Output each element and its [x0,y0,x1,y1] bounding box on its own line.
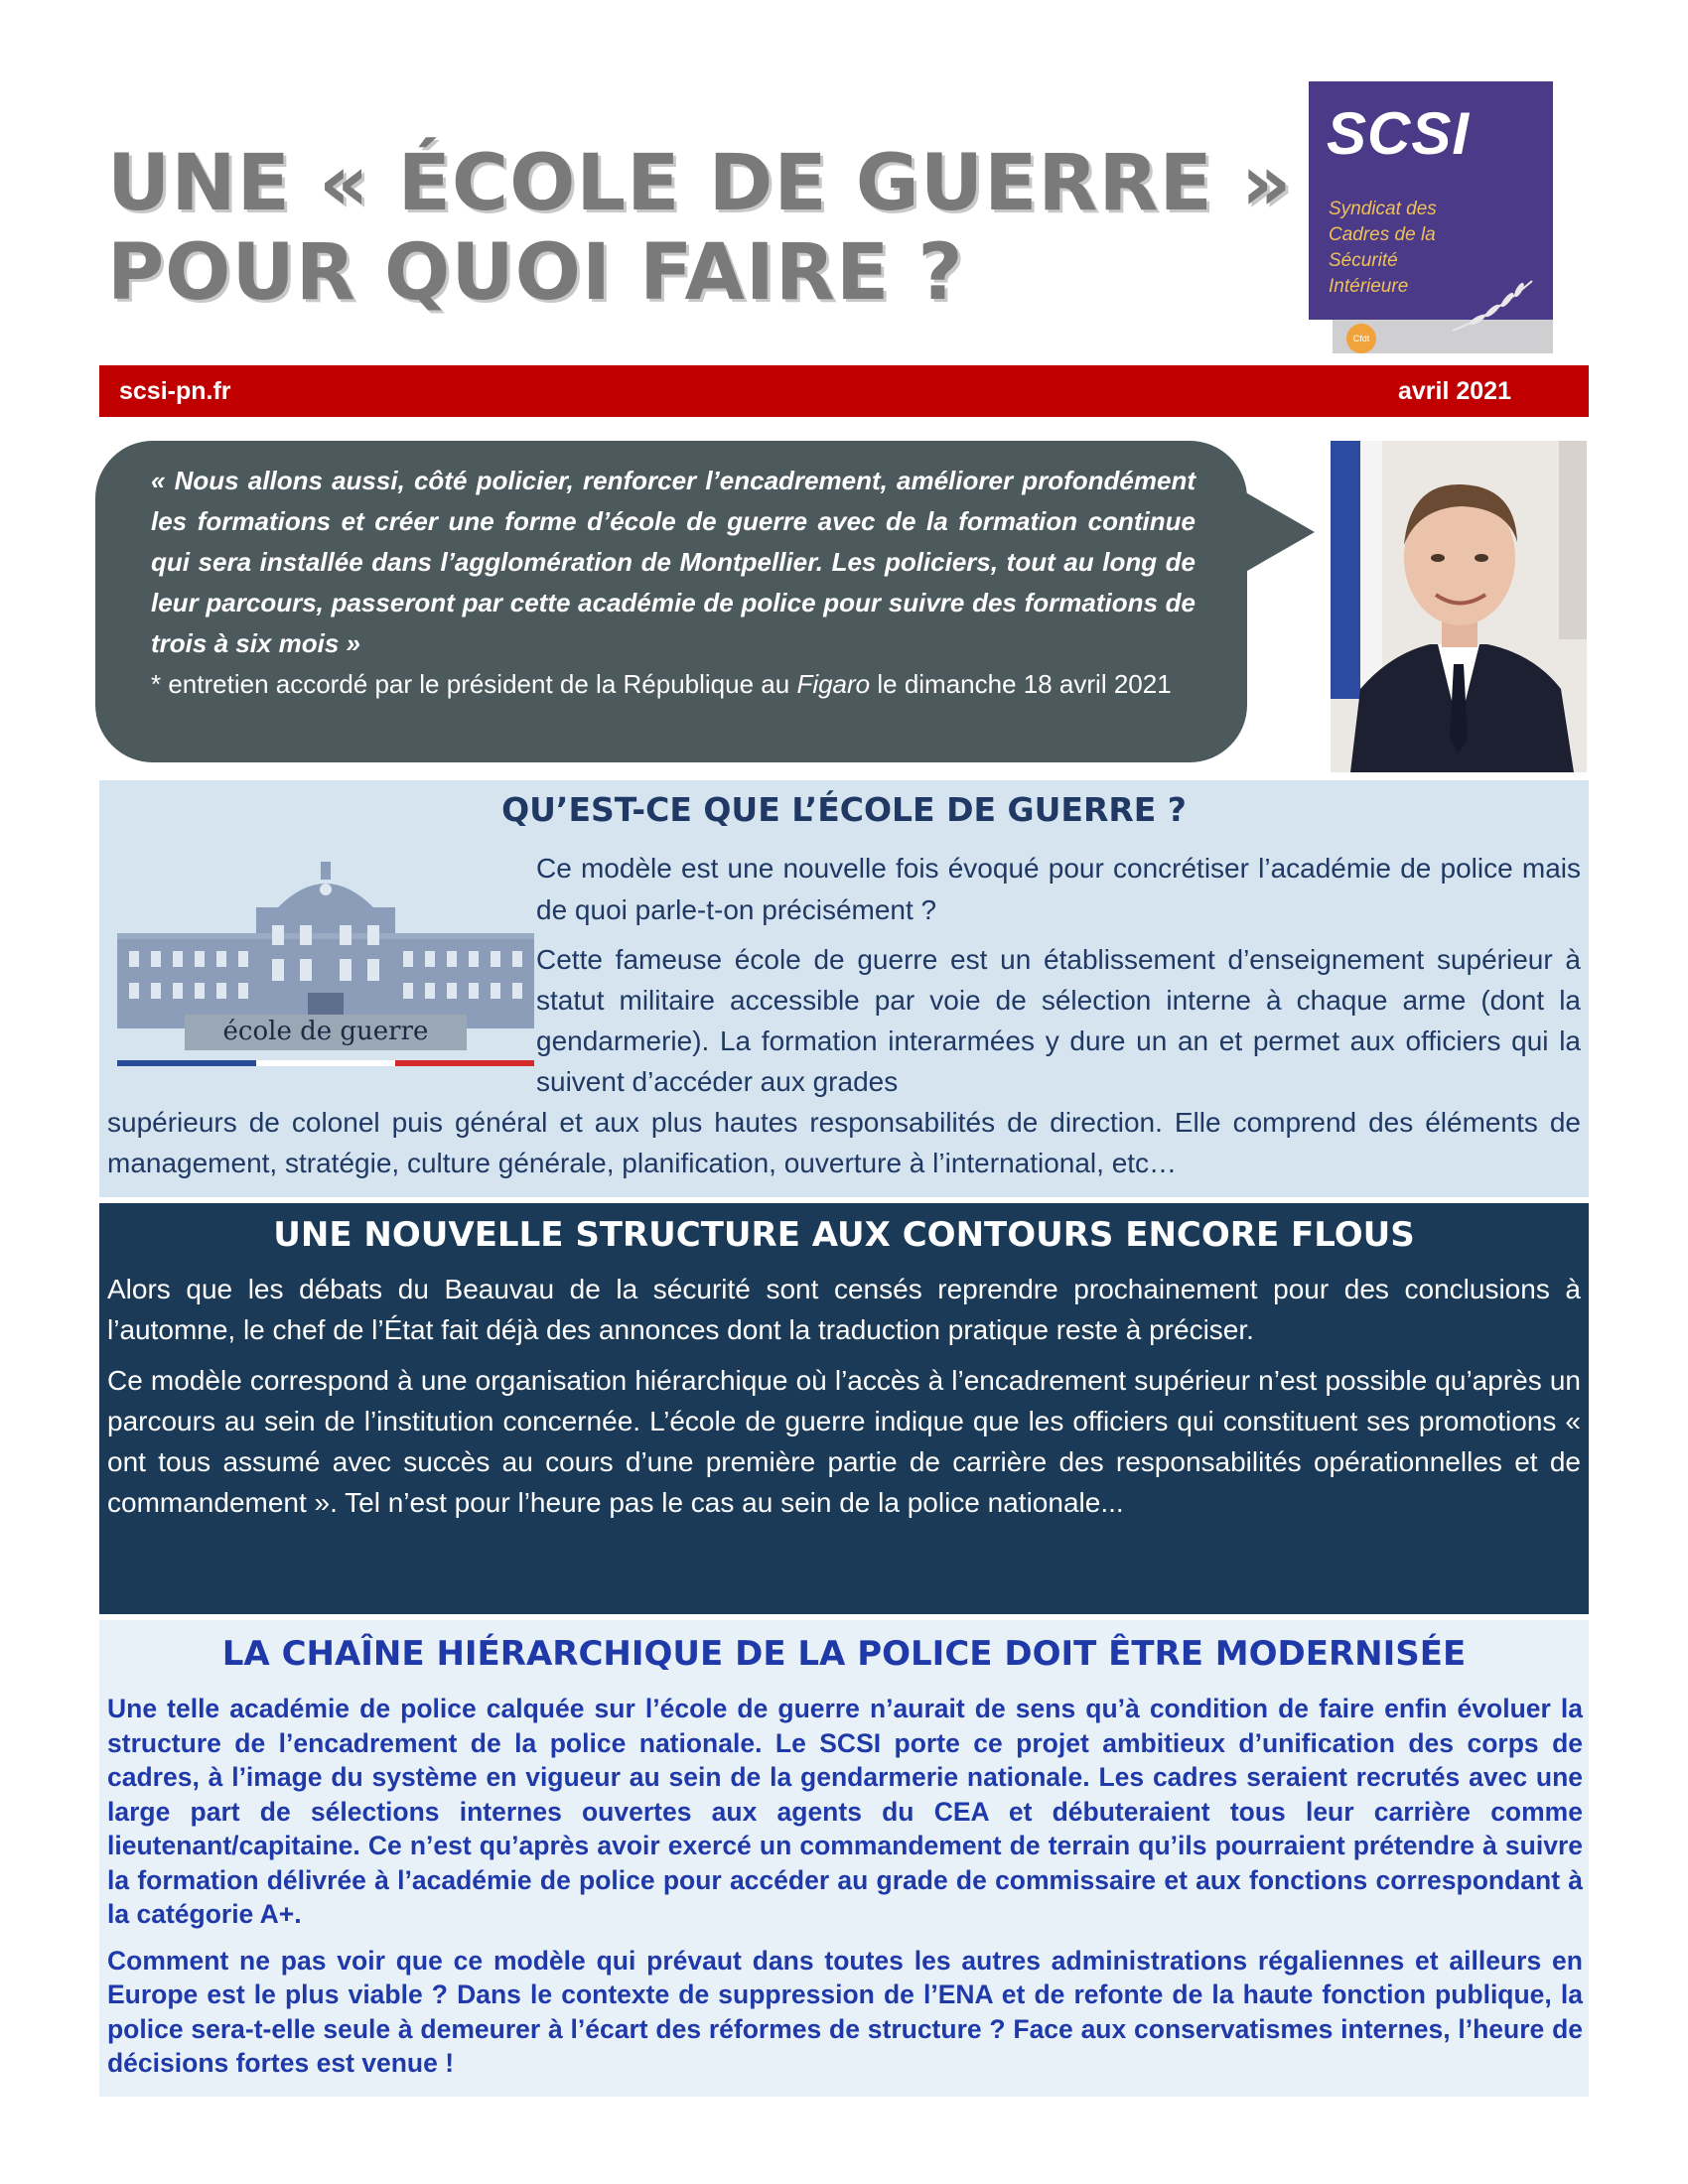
section2-title: UNE NOUVELLE STRUCTURE AUX CONTOURS ENCORE FLOUS [273,1215,1415,1255]
section2-paragraph1: Alors que les débats du Beauvau de la sécurité sont censés reprendre prochainement pour des conclusions à l’automne, le chef de l’État fait déjà des annonces dont la traduction pratique reste à préciser. [107,1274,1581,1345]
website-link[interactable]: scsi-pn.fr [119,376,231,405]
section3-title: LA CHAÎNE HIÉRARCHIQUE DE LA POLICE DOIT ÊTRE MODERNISÉE [221,1634,1467,1674]
ecole-image-caption: école de guerre [222,1017,429,1046]
issue-date: avril 2021 [1398,376,1511,405]
logo-line4: Intérieure [1329,276,1409,297]
cfdt-badge: Cfdt [1346,324,1376,353]
section1-title: QU’EST-CE QUE L’ÉCOLE DE GUERRE ? [501,790,1187,829]
section3-paragraph1: Une telle académie de police calquée sur l’école de guerre n’aurait de sens qu’à condition de faire enfin évoluer la structure de l’encadrement de la police nationale. Le SCSI porte ce projet ambitieux d’unification des corps de cadres, à l’image du système en vigueur au sein de la gendarmerie nationale. Les cadres seraient recrutés avec une large part de sélections internes ouvertes aux agents du CEA et débuteraient tous leur carrière comme lieutenant/capitaine. Ce n’est qu’après avoir exercé un commandement de terrain qu’ils pourraient prétendre à suivre la formation délivrée à l’académie de police pour accéder au grade de commissaire et aux fonctions correspondant à la catégorie A+. [107,1694,1583,1929]
section3-paragraph2: Comment ne pas voir que ce modèle qui prévaut dans toutes les autres administrations régaliennes et ailleurs en Europe est le plus viable ? Dans le contexte de suppression de l’ENA et de refonte de la haute fonction publique, la police sera-t-elle seule à demeurer à l’écart des réformes de structure ? Face aux conservatismes internes, l’heure de décisions fortes est venue ! [107,1945,1583,2078]
section1-paragraph2: Cette fameuse école de guerre est un établissement d’enseignement supérieur à statut militaire accessible par voie de sélection interne à chaque arme (dont la gendarmerie). La formation interarmées y dure un an et permet aux officiers qui la suivent d’accéder aux grades [536,944,1581,1097]
figaro-source: Figaro [796,669,871,699]
logo-subtitle [1329,197,1437,300]
laurel-icon [1448,276,1537,336]
section-nouvelle-structure [99,1203,1589,1614]
section-chaine-hierarchique [99,1620,1589,2097]
logo-line2: Cadres de la [1329,224,1436,245]
section-ecole-de-guerre [99,780,1589,1197]
page-title-line1: UNE « ÉCOLE DE GUERRE » [107,139,1293,228]
quote-bubble [95,441,1247,762]
quote-bubble-tail [1235,486,1315,578]
logo-line3: Sécurité [1329,250,1398,271]
ecole-de-guerre-image [117,860,534,1068]
quote-source: * entretien accordé par le président de la République au Figaro le dimanche 18 avril 2021 [151,669,1172,699]
page-title [107,139,1299,318]
logo-name: SCSI [1327,100,1471,167]
section2-paragraph2: Ce modèle correspond à une organisation hiérarchique où l’accès à l’encadrement supérieur n’est possible qu’après un parcours au sein de l’institution concernée. L’école de guerre indique que les officiers qui constituent ses promotions « ont tous assumé avec succès au cours d’une première partie de carrière des responsabilités opérationnelles et de commandement ». Tel n’est pour l’heure pas le cas au sein de la police nationale... [107,1365,1581,1518]
header-bar [99,365,1589,417]
logo-line1: Syndicat des [1329,199,1437,219]
section1-paragraph3: supérieurs de colonel puis général et aux plus hautes responsabilités de direction. Elle comprend des éléments de management, stratégie, culture générale, planification, ouverture à l’international, etc… [107,1107,1581,1178]
section1-paragraph1: Ce modèle est une nouvelle fois évoqué pour concrétiser l’académie de police mais de quoi parle-t-on précisément ? [536,853,1581,925]
page-title-line2: POUR QUOI FAIRE ? [107,228,964,318]
scsi-logo [1309,81,1553,343]
president-photo [1331,441,1587,772]
president-quote: « Nous allons aussi, côté policier, renforcer l’encadrement, améliorer profondément les formations et créer une forme d’école de guerre avec de la formation continue qui sera installée dans l’agglomération de Montpellier. Les policiers, tout au long de leur parcours, passeront par cette académie de police pour suivre des formations de trois à six mois » [151,466,1196,658]
